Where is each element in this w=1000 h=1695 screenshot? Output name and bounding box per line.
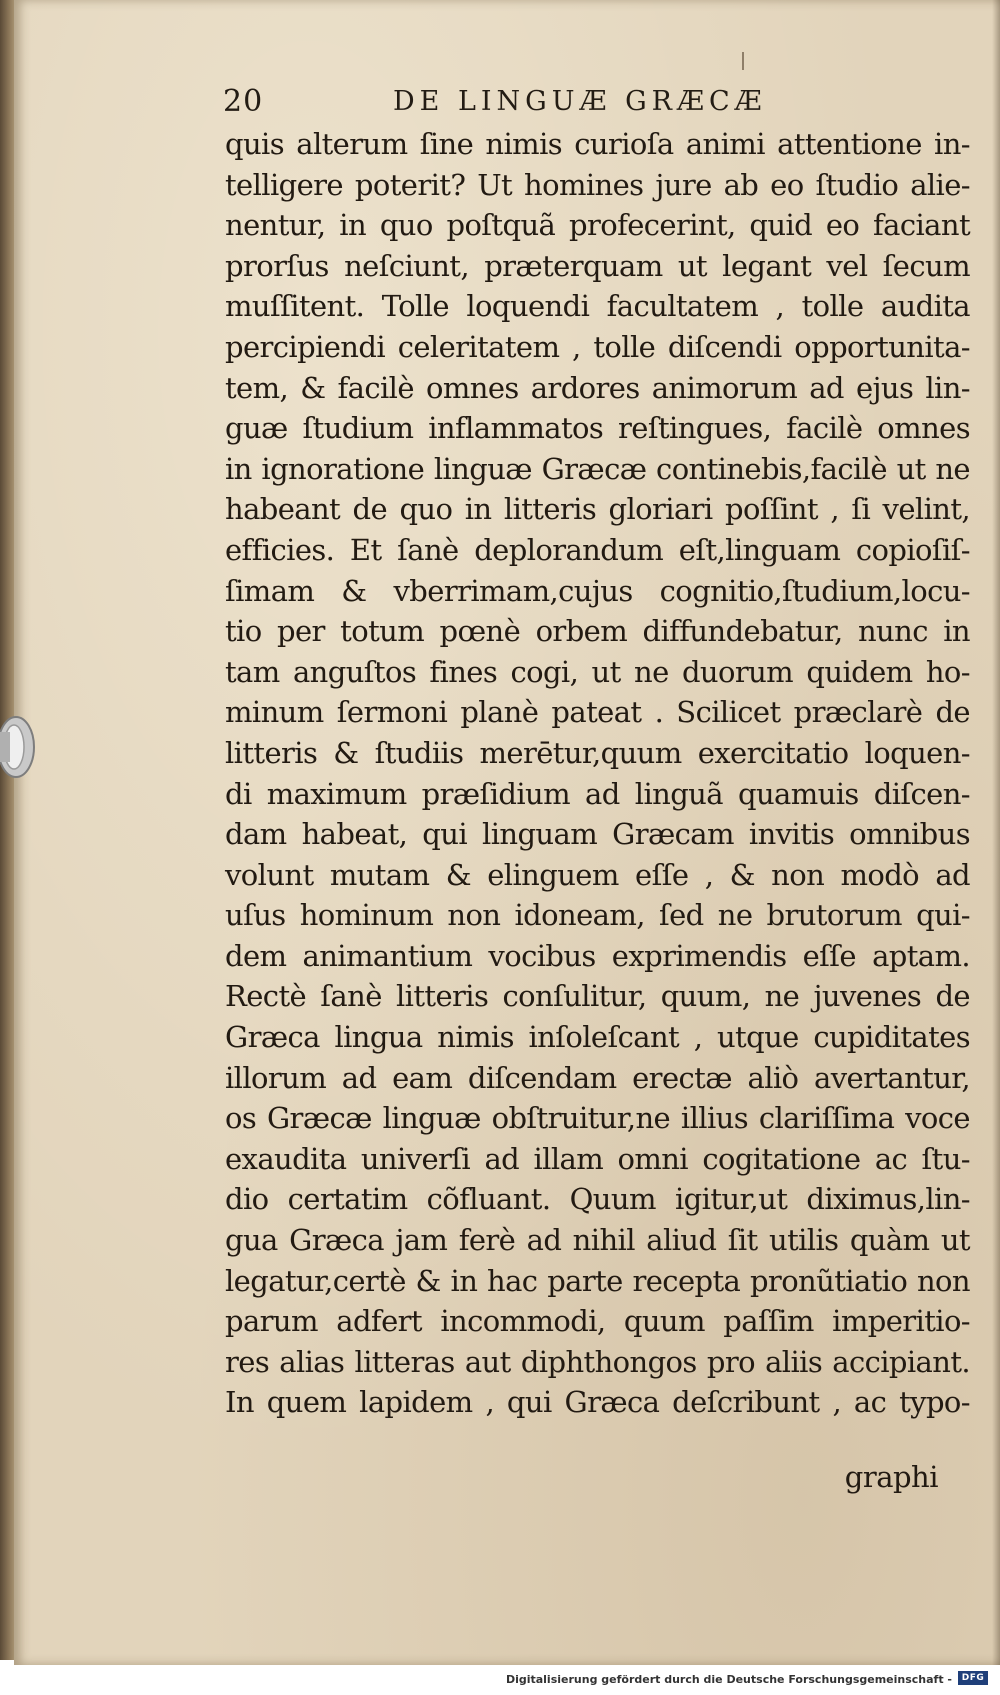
text-line: res alias litteras aut diphthongos pro aliis accipiant. <box>225 1344 970 1379</box>
text-line: di maximum præſidium ad linguã quamuis diſcen- <box>225 776 970 811</box>
text-line: uſus hominum non idoneam, ſed ne brutorum qui- <box>225 898 970 933</box>
page-edge-shadow <box>992 0 1000 1665</box>
text-line: telligere poterit? Ut homines jure ab eo ſtudio alie- <box>225 167 970 202</box>
text-line: parum adfert incommodi, quum paſſim imperitio- <box>225 1304 970 1339</box>
text-line: tam anguſtos fines cogi, ut ne duorum quidem ho- <box>225 654 970 689</box>
binding-mark <box>742 52 744 70</box>
funding-credit: Digitalisierung gefördert durch die Deutsche Forschungsgemeinschaft - <box>505 1673 952 1686</box>
page-number: 20 <box>223 84 264 119</box>
body-text <box>225 124 970 1423</box>
text-line: gua Græca jam ferè ad nihil aliud ſit utilis quàm ut <box>225 1223 970 1258</box>
text-line: in ignoratione linguæ Græcæ continebis,facilè ut ne <box>225 451 970 486</box>
text-line: efficies. Et ſanè deplorandum eſt,linguam copioſiſ- <box>225 532 970 567</box>
text-line: ſimam & vberrimam,cujus cognitio,ſtudium,locu- <box>225 573 970 608</box>
text-line: dio certatim cõfluant. Quum igitur,ut diximus,lin- <box>225 1182 970 1217</box>
text-line: os Græcæ linguæ obſtruitur,ne illius clariſſima voce <box>225 1101 970 1136</box>
text-line: minum ſermoni planè pateat . Scilicet præclarè de <box>225 695 970 730</box>
text-line: illorum ad eam diſcendam erectæ aliò avertantur, <box>225 1060 970 1095</box>
text-line: quis alterum ſine nimis curioſa animi attentione in- <box>225 127 970 161</box>
text-line: nentur, in quo poſtquã profecerint, quid eo faciant <box>225 208 970 243</box>
text-line: percipiendi celeritatem , tolle diſcendi opportunita- <box>225 329 970 364</box>
dfg-logo: DFG <box>958 1671 988 1685</box>
text-line: litteris & ſtudiis merētur,quum exercitatio loquen- <box>225 735 970 770</box>
text-line: tio per totum pœnè orbem diffundebatur, nunc in <box>225 614 970 649</box>
text-line: guæ ſtudium inflammatos reſtingues, facilè omnes <box>225 411 970 446</box>
text-line: muſſitent. Tolle loquendi facultatem , tolle audita <box>225 289 970 324</box>
running-title: DE LINGUÆ GRÆCÆ <box>393 86 767 117</box>
metal-clip-icon <box>0 712 42 782</box>
text-line: Græca lingua nimis inſoleſcant , utque cupiditates <box>225 1020 970 1055</box>
catchword: graphi <box>844 1460 938 1494</box>
text-line: In quem lapidem , qui Græca deſcribunt , ac typo- <box>225 1385 970 1420</box>
text-line: dem animantium vocibus exprimendis eſſe aptam. <box>225 938 970 973</box>
text-line: habeant de quo in litteris gloriari poſſint , ſi velint, <box>225 492 970 527</box>
text-line: Rectè ſanè litteris conſulitur, quum, ne juvenes de <box>225 979 970 1014</box>
text-line: prorſus neſciunt, præterquam ut legant vel ſecum <box>225 248 970 283</box>
text-line: exaudita univerſi ad illam omni cogitatione ac ſtu- <box>225 1141 970 1176</box>
text-line: volunt mutam & elinguem eſſe , & non modò ad <box>225 857 970 892</box>
text-line: dam habeat, qui linguam Græcam invitis omnibus <box>225 817 970 852</box>
text-line: legatur,certè & in hac parte recepta pronũtiatio non <box>225 1263 970 1298</box>
running-head <box>223 84 823 124</box>
text-line: tem, & facilè omnes ardores animorum ad ejus lin- <box>225 370 970 405</box>
